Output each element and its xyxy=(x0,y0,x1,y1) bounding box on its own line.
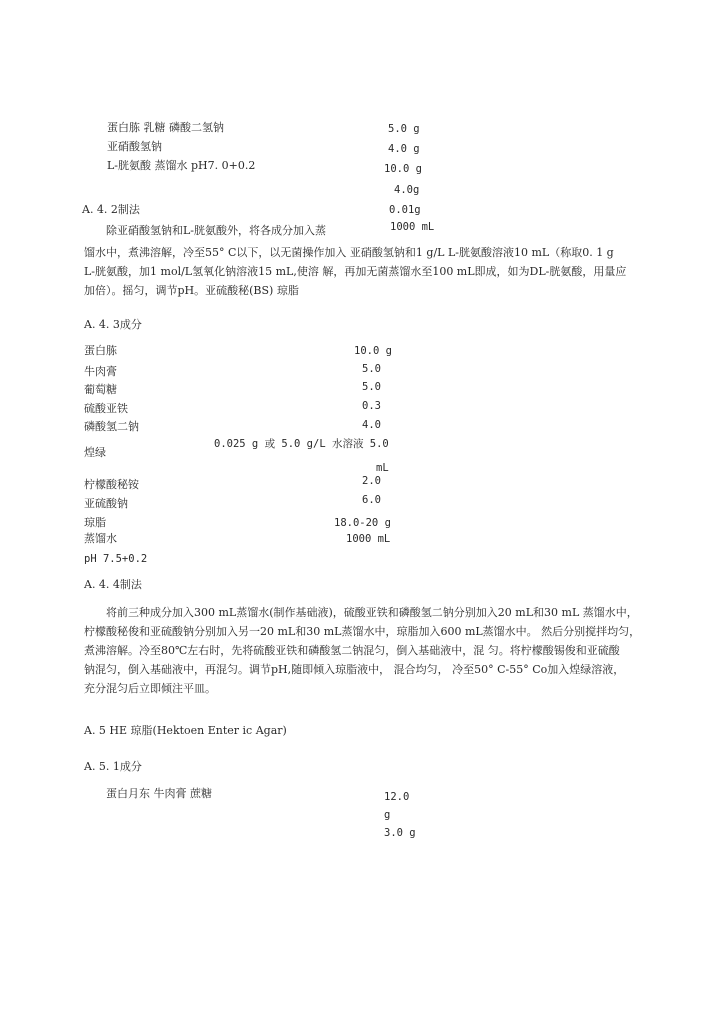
ingredients-block-1 xyxy=(107,118,255,175)
ingredient-name: 硫酸亚铁 xyxy=(84,402,128,415)
cut-off-value-clip xyxy=(380,216,440,233)
ingredient-name: 蒸馏水 xyxy=(84,532,117,545)
ingredient-line: 亚硝酸氢钠 xyxy=(107,140,162,153)
ingredient-value: 18.0-20 g xyxy=(334,517,391,529)
value: g xyxy=(384,809,391,821)
value: 10.0 g xyxy=(384,163,422,175)
section-heading: A. 5. 1成分 xyxy=(84,760,142,773)
paragraph-line: 将前三种成分加入300 mL蒸馏水(制作基础液)，硫酸亚铁和磷酸氢二钠分别加入20 mL和30 mL 蒸馏水中， xyxy=(106,606,638,619)
value: 4.0 g xyxy=(388,143,420,155)
section-heading: A. 5 HE 琼脂(Hektoen Enter ic Agar) xyxy=(84,724,287,737)
paragraph-line: 馏水中，煮沸溶解，冷至55° C以下，以无菌操作加入 亚硝酸氢钠和1 g/L L-胱氨酸溶液10 mL（称取0. 1 g xyxy=(84,246,614,259)
section-heading: A. 4. 3成分 xyxy=(84,318,142,331)
ingredient-name: 磷酸氢二钠 xyxy=(84,420,139,433)
value: 12.0 xyxy=(384,791,410,803)
ingredient-value: 0.025 g 或 5.0 g/L 水溶液 5.0 xyxy=(214,438,389,450)
ingredient-name: 柠檬酸秘铵 xyxy=(84,478,139,491)
value: 1000 mL xyxy=(390,221,435,233)
ingredient-value: 2.0 xyxy=(362,475,381,487)
ingredient-value-continued: mL xyxy=(376,462,389,474)
ingredient-value: 6.0 xyxy=(362,494,381,506)
ingredient-value: 10.0 g xyxy=(354,345,392,357)
ingredient-line: L-胱氨酸 蒸馏水 pH7. 0+0.2 xyxy=(107,159,256,172)
ingredient-name: 煌绿 xyxy=(84,446,106,459)
value: 4.0g xyxy=(394,184,420,196)
ingredient-name: 牛肉膏 xyxy=(84,365,117,378)
paragraph-line: 煮沸溶解。冷至80℃左右时，先将硫酸亚铁和磷酸氢二钠混匀，倒入基础液中，混 匀。将柠檬酸锡俊和亚硫酸 xyxy=(84,644,620,657)
ingredient-value: 1000 mL xyxy=(346,533,391,545)
value: 0.01g xyxy=(389,204,421,216)
ingredient-line: 蛋白月东 牛肉膏 蔗糖 xyxy=(106,787,212,800)
ingredient-name: 亚硫酸钠 xyxy=(84,497,128,510)
ingredient-name: 琼脂 xyxy=(84,516,106,529)
paragraph-first-line: 除亚硝酸氢钠和L-胱氨酸外，将各成分加入蒸 xyxy=(106,224,327,237)
paragraph-line: 柠檬酸秘俊和亚硫酸钠分别加入另一20 mL和30 mL蒸馏水中，琼脂加入600 mL蒸馏水中。 然后分别搅拌均匀， xyxy=(84,625,641,638)
paragraph xyxy=(84,603,640,698)
section-heading: A. 4. 4制法 xyxy=(84,578,142,591)
ingredient-line: 蛋白胨 乳糖 磷酸二氢钠 xyxy=(107,121,224,134)
ingredient-value: 4.0 xyxy=(362,419,381,431)
ingredient-value: 0.3 xyxy=(362,400,381,412)
ph-value: pH 7.5+0.2 xyxy=(84,553,148,565)
paragraph-line: 钠混匀，倒入基础液中，再混匀。调节pH,随即倾入琼脂液中， 混合均匀， 冷至50° C-55° Co加入煌绿溶液， xyxy=(84,663,625,676)
ingredient-name: 蛋白胨 xyxy=(84,344,117,357)
ingredient-value: 5.0 xyxy=(362,363,381,375)
ingredient-name: 葡萄糖 xyxy=(84,383,117,396)
paragraph-line: 充分混匀后立即倾注平皿。 xyxy=(84,682,216,695)
paragraph-line: L-胱氨酸，加1 mol/L氢氧化钠溶液15 mL,使溶 解，再加无菌蒸馏水至100 mL即成，如为DL-胱氨酸，用量应 xyxy=(84,265,627,278)
paragraph-line: 加倍）。摇匀，调节pH。亚硫酸秘(BS) 琼脂 xyxy=(84,284,299,297)
value: 3.0 g xyxy=(384,827,416,839)
ingredient-value: 5.0 xyxy=(362,381,381,393)
paragraph xyxy=(84,243,626,300)
section-heading: A. 4. 2制法 xyxy=(82,203,140,216)
value: 5.0 g xyxy=(388,123,420,135)
